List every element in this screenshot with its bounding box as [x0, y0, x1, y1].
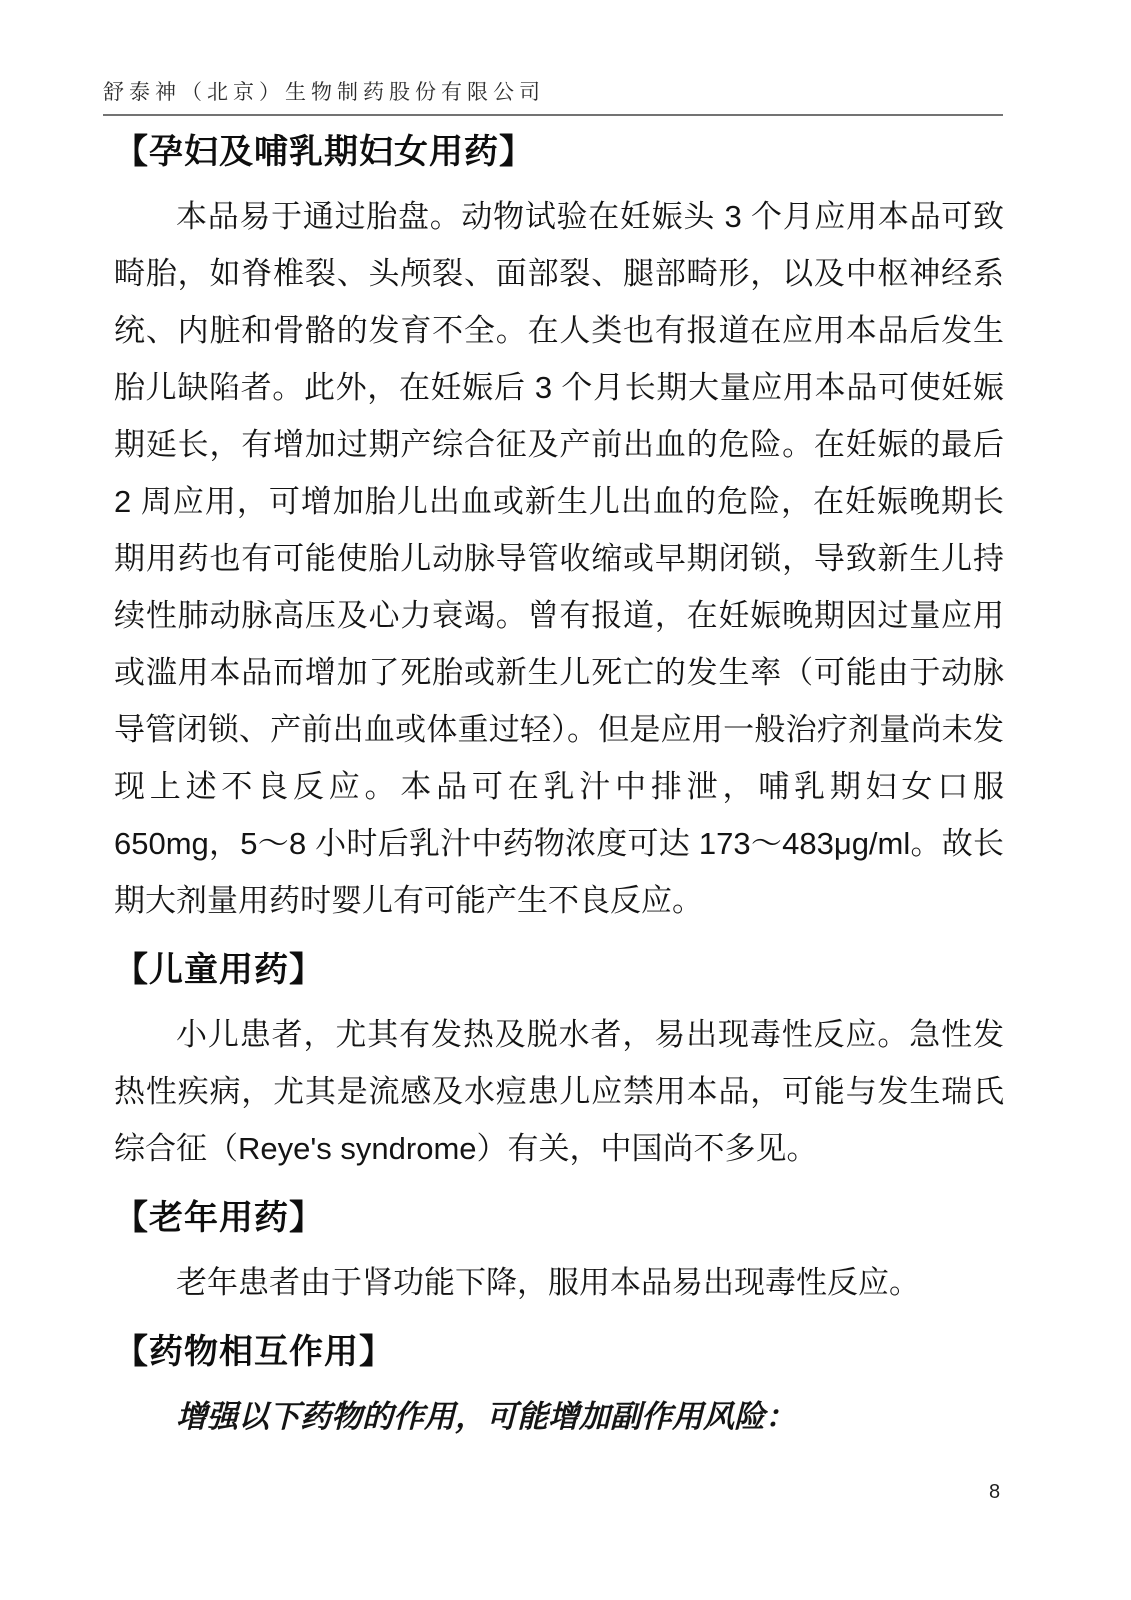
section-text-pregnancy-lactation: 本品易于通过胎盘。动物试验在妊娠头 3 个月应用本品可致畸胎，如脊椎裂、头颅裂、面部裂、腿部畸形，以及中枢神经系统、内脏和骨骼的发育不全。在人类也有报道在应用本品后发生胎儿缺陷者。此外，在妊娠后 3 个月长期大量应用本品可使妊娠期延长，有增加过期产综合征及产前出血的危险。在妊娠的最后 2 周应用，可增加胎儿出血或新生儿出血的危险，在妊娠晚期长期用药也有可能使胎儿动脉导管收缩或早期闭锁，导致新生儿持续性肺动脉高压及心力衰竭。曾有报道，在妊娠晚期因过量应用或滥用本品而增加了死胎或新生儿死亡的发生率（可能由于动脉导管闭锁、产前出血或体重过轻）。但是应用一般治疗剂量尚未发现上述不良反应。本品可在乳汁中排泄，哺乳期妇女口服 650mg，5～8 小时后乳汁中药物浓度可达 173～483μg/ml。故长期大剂量用药时婴儿有可能产生不良反应。	[114, 199, 1004, 918]
section-drug-interactions	[114, 1330, 1004, 1445]
header-divider	[103, 114, 1003, 116]
page-number: 8	[989, 1481, 1001, 1503]
section-text-geriatric: 老年患者由于肾功能下降，服用本品易出现毒性反应。	[176, 1265, 920, 1300]
section-pediatric-use	[114, 948, 1004, 1177]
section-heading-pediatric: 【儿童用药】	[114, 951, 324, 989]
section-text-drug-interactions: 增强以下药物的作用，可能增加副作用风险：	[176, 1399, 796, 1434]
section-text-pediatric: 小儿患者，尤其有发热及脱水者，易出现毒性反应。急性发热性疾病，尤其是流感及水痘患儿应禁用本品，可能与发生瑞氏综合征（Reye's syndrome）有关，中国尚不多见。	[114, 1017, 1004, 1166]
section-heading-drug-interactions: 【药物相互作用】	[114, 1333, 394, 1371]
section-pregnancy-lactation-use	[114, 130, 1004, 929]
document-body	[114, 130, 1004, 1445]
company-name: 舒泰神（北京）生物制药股份有限公司	[103, 81, 545, 104]
document-header	[103, 76, 1003, 116]
section-heading-geriatric: 【老年用药】	[114, 1199, 324, 1237]
section-heading-pregnancy-lactation: 【孕妇及哺乳期妇女用药】	[114, 133, 534, 171]
section-geriatric-use	[114, 1196, 1004, 1311]
